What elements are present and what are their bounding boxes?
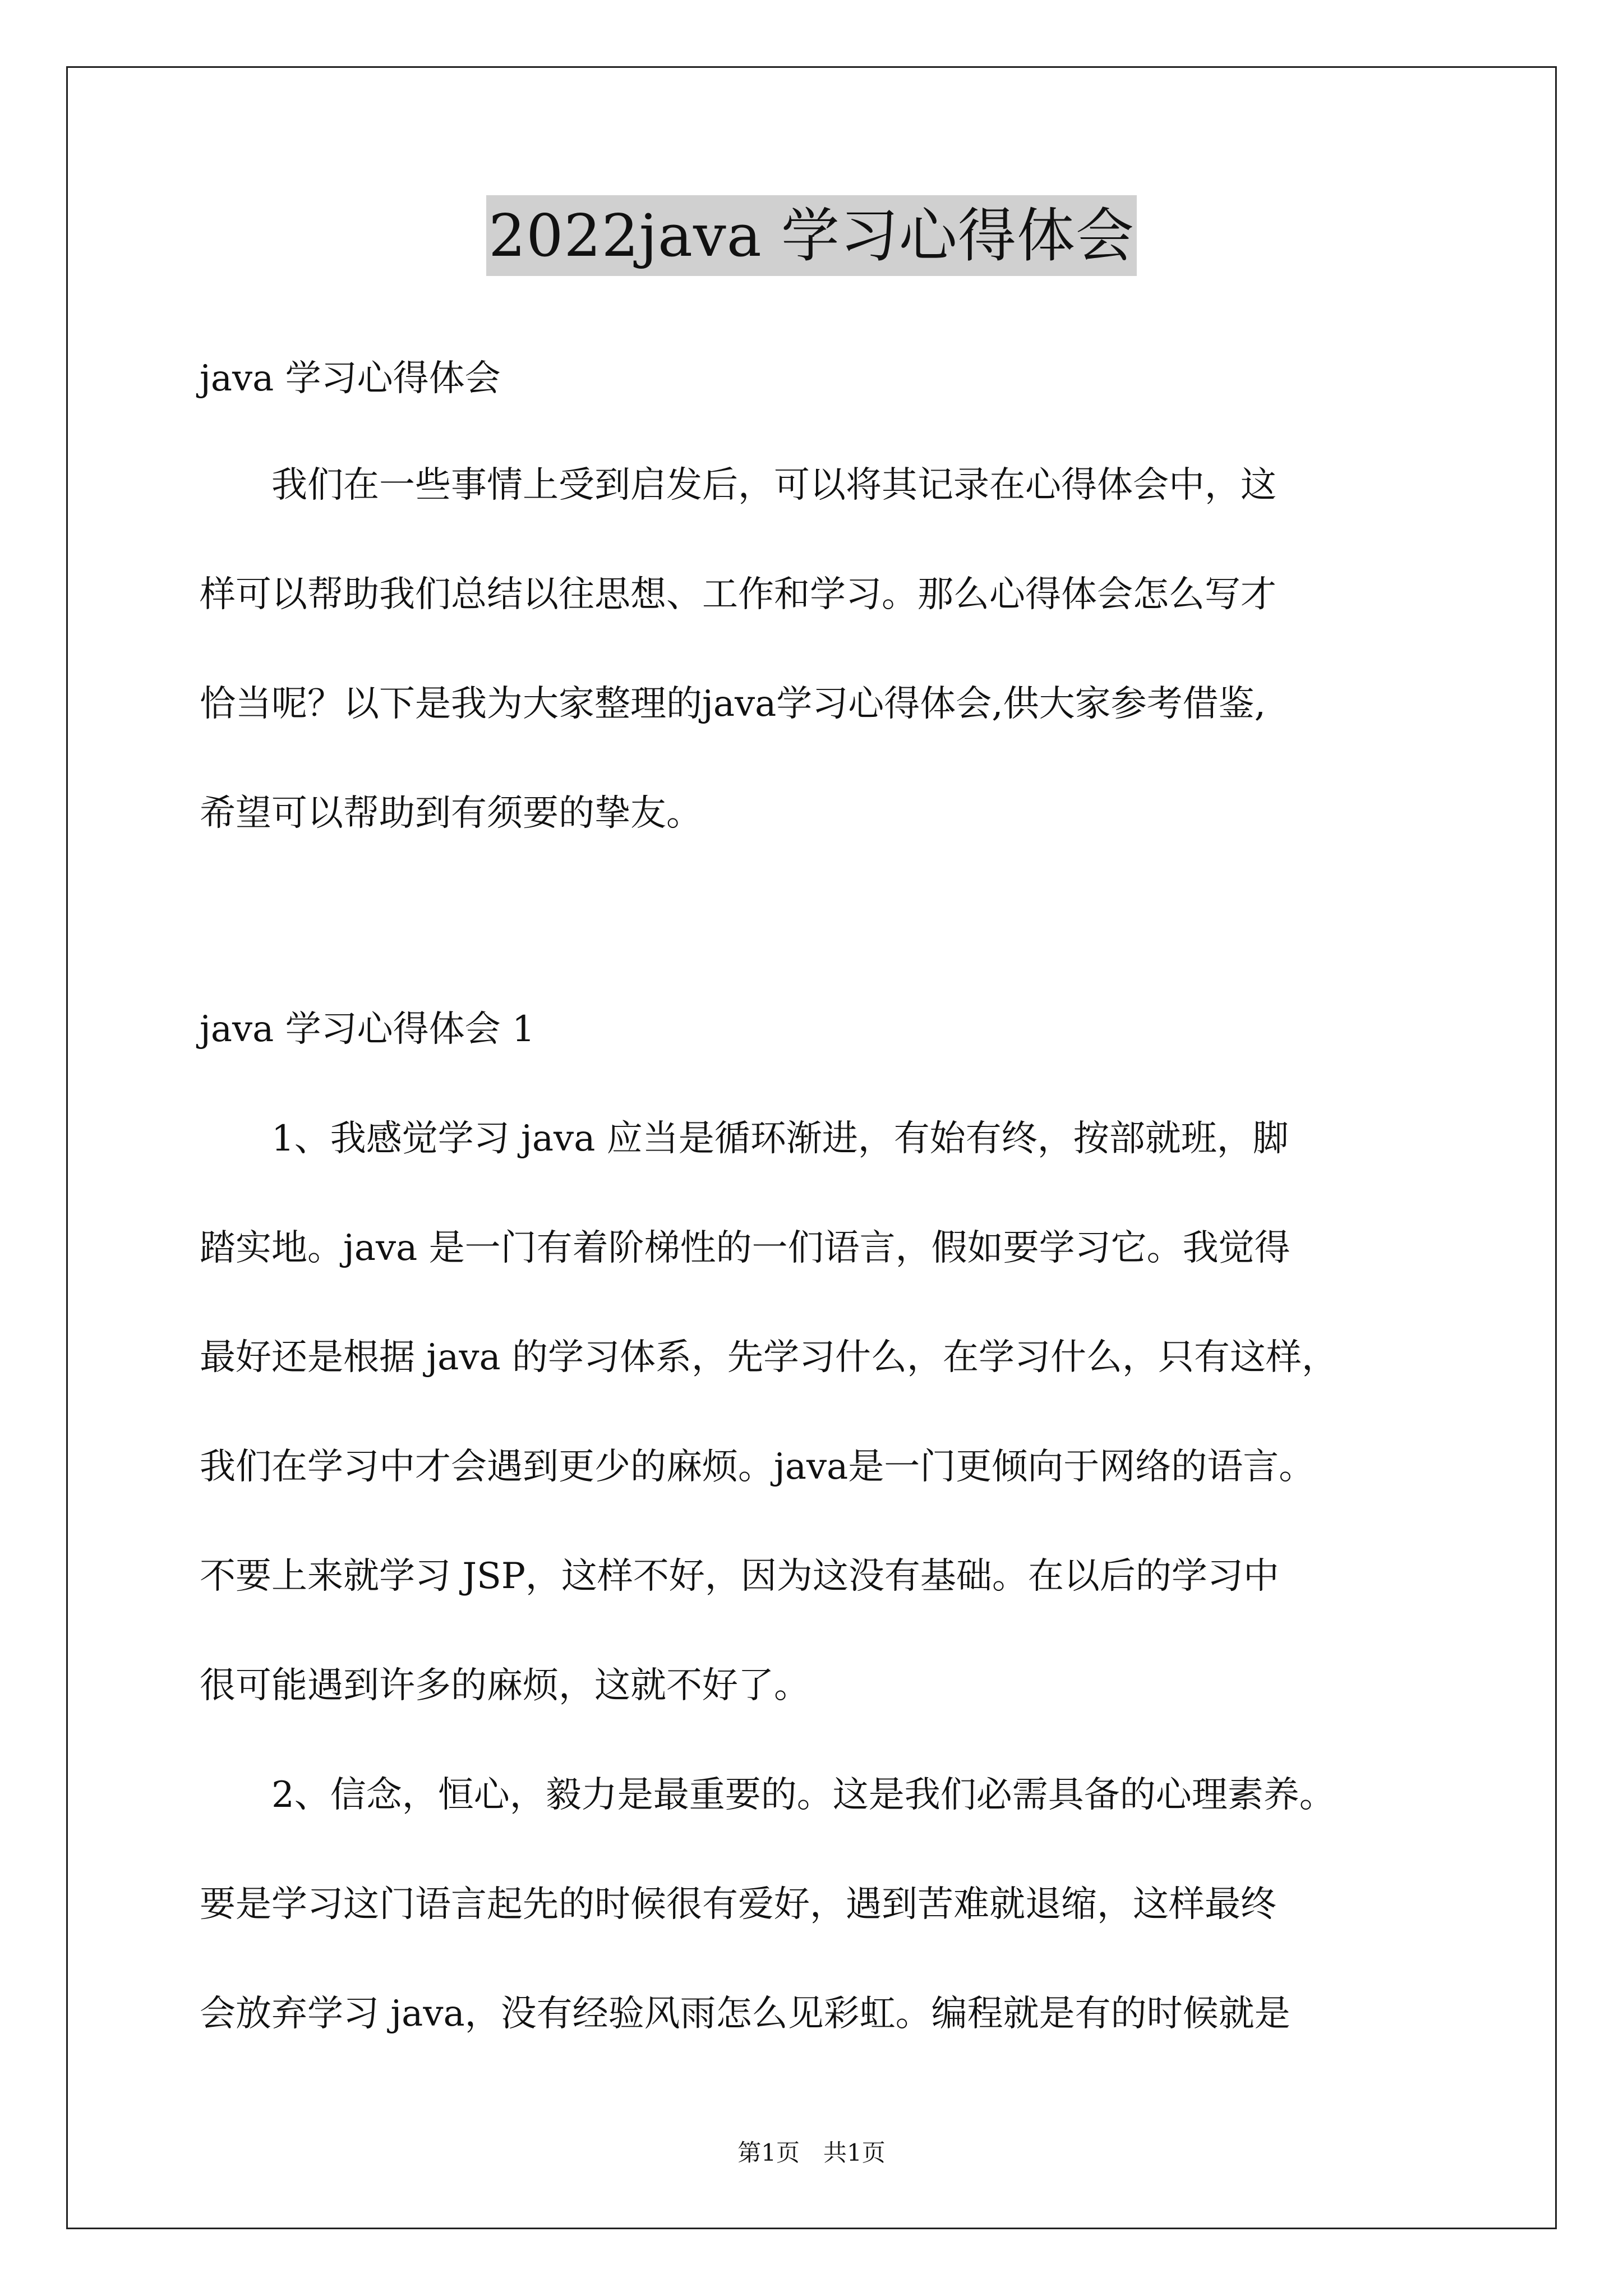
section-line-2: 踏实地。java 是一门有着阶梯性的一们语言，假如要学习它。我觉得 [200, 1227, 1290, 1269]
intro-line-1: 我们在一些事情上受到启发后，可以将其记录在心得体会中，这 [200, 464, 1276, 506]
section-heading: java 学习心得体会 1 [200, 1009, 535, 1050]
document-subtitle: java 学习心得体会 [200, 358, 501, 399]
section-line-1: 1、我感觉学习 java 应当是循环渐进，有始有终，按部就班，脚 [200, 1118, 1289, 1159]
section-line-9: 会放弃学习 java，没有经验风雨怎么见彩虹。编程就是有的时候就是 [200, 1993, 1290, 2035]
section-line-7: 2、信念，恒心，毅力是最重要的。这是我们必需具备的心理素养。 [200, 1774, 1335, 1816]
intro-line-2: 样可以帮助我们总结以往思想、工作和学习。那么心得体会怎么写才 [200, 574, 1276, 615]
section-line-8: 要是学习这门语言起先的时候很有爱好，遇到苦难就退缩，这样最终 [200, 1884, 1276, 1925]
intro-line-4: 希望可以帮助到有须要的挚友。 [200, 793, 702, 834]
section-line-4: 我们在学习中才会遇到更少的麻烦。java是一门更倾向于网络的语言。 [200, 1446, 1315, 1488]
document-title: 2022java 学习心得体会 [486, 195, 1137, 276]
intro-line-3: 恰当呢？以下是我为大家整理的java学习心得体会,供大家参考借鉴, [200, 683, 1266, 725]
document-title-block [0, 195, 1623, 276]
section-line-5: 不要上来就学习 JSP，这样不好，因为这没有基础。在以后的学习中 [200, 1556, 1279, 1597]
section-line-3: 最好还是根据 java 的学习体系，先学习什么，在学习什么，只有这样， [200, 1337, 1338, 1378]
page-footer: 第1页 共1页 [737, 2139, 886, 2166]
section-line-6: 很可能遇到许多的麻烦，这就不好了。 [200, 1665, 810, 1706]
